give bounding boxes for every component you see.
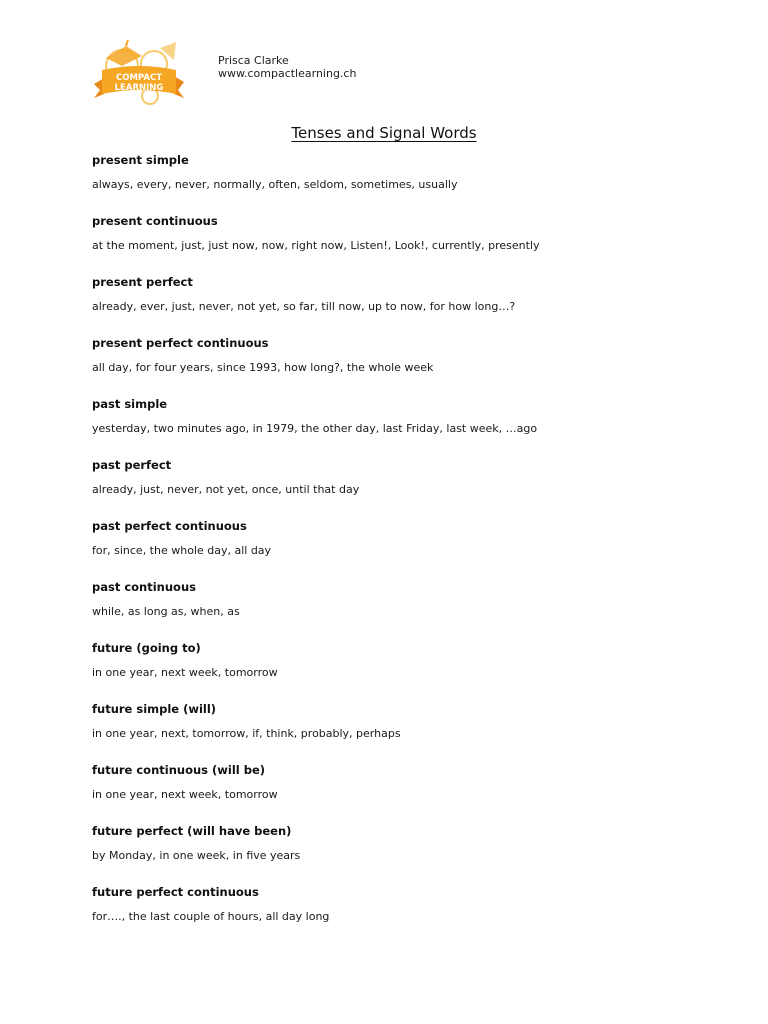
tense-name: present perfect continuous [92, 336, 269, 350]
signal-words: in one year, next, tomorrow, if, think, probably, perhaps [92, 727, 401, 740]
tense-name: future continuous (will be) [92, 763, 265, 777]
page-title: Tenses and Signal Words [291, 124, 477, 142]
tense-entry [92, 153, 712, 192]
signal-words: all day, for four years, since 1993, how long?, the whole week [92, 361, 434, 374]
signal-words: while, as long as, when, as [92, 605, 240, 618]
tense-name: past simple [92, 397, 168, 411]
tense-name: future simple (will) [92, 702, 217, 716]
signal-words: in one year, next week, tomorrow [92, 666, 278, 679]
signal-words: in one year, next week, tomorrow [92, 788, 278, 801]
tense-entry [92, 214, 712, 253]
tense-entry [92, 885, 712, 924]
signal-words: yesterday, two minutes ago, in 1979, the other day, last Friday, last week, …ago [92, 422, 538, 435]
tense-entry [92, 519, 712, 558]
tense-name: future perfect (will have been) [92, 824, 292, 838]
signal-words: already, just, never, not yet, once, until that day [92, 483, 360, 496]
tense-entry [92, 580, 712, 619]
tense-name: future perfect continuous [92, 885, 259, 899]
tense-name: past perfect [92, 458, 172, 472]
author-block [218, 54, 356, 80]
compact-learning-logo [92, 40, 186, 112]
tense-name: future (going to) [92, 641, 201, 655]
tense-entry [92, 824, 712, 863]
tense-entry [92, 702, 712, 741]
signal-words: already, ever, just, never, not yet, so far, till now, up to now, for how long…? [92, 300, 516, 313]
logo-text-top: COMPACT [116, 73, 162, 83]
author-name: Prisca Clarke [218, 54, 289, 67]
signal-words: always, every, never, normally, often, seldom, sometimes, usually [92, 178, 458, 191]
signal-words: for…., the last couple of hours, all day long [92, 910, 330, 923]
tense-name: past perfect continuous [92, 519, 247, 533]
tense-name: present simple [92, 153, 189, 167]
signal-words: at the moment, just, just now, now, right now, Listen!, Look!, currently, presently [92, 239, 540, 252]
signal-words: by Monday, in one week, in five years [92, 849, 301, 862]
tense-entry [92, 397, 712, 436]
tense-name: present perfect [92, 275, 193, 289]
tense-entry [92, 336, 712, 375]
author-website: www.compactlearning.ch [218, 67, 357, 80]
signal-words: for, since, the whole day, all day [92, 544, 272, 557]
tense-name: present continuous [92, 214, 218, 228]
logo-text-bottom: LEARNING [114, 83, 164, 93]
tense-entry [92, 458, 712, 497]
logo-graphic [92, 40, 186, 112]
tense-name: past continuous [92, 580, 196, 594]
tense-entry [92, 275, 712, 314]
tense-entry [92, 641, 712, 680]
tense-entry [92, 763, 712, 802]
